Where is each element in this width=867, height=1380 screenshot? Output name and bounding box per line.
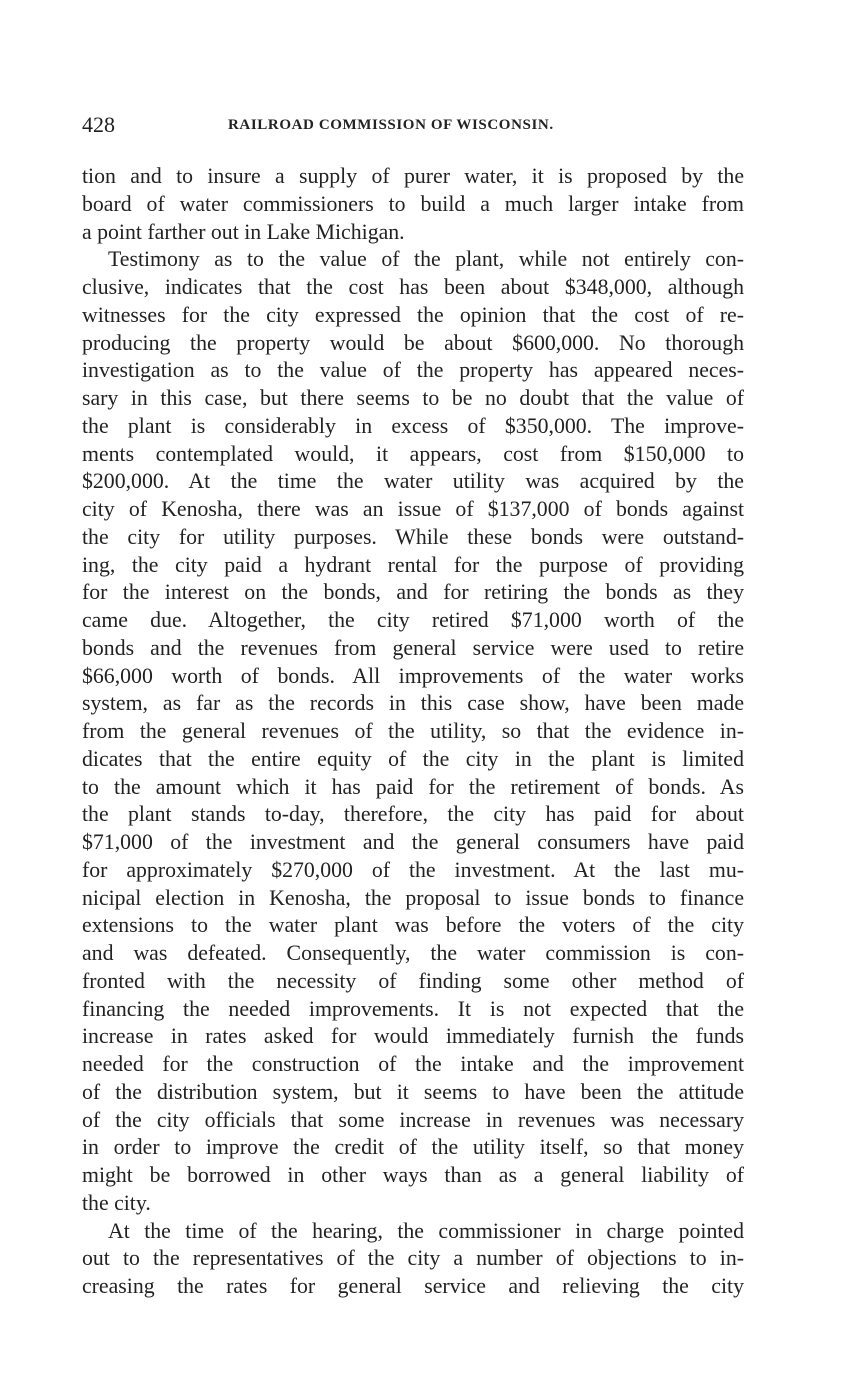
text-line: board of water commissioners to build a much larger intake from bbox=[82, 191, 744, 216]
text-line: of the distribution system, but it seems to have been the attitude bbox=[82, 1079, 744, 1104]
text-line: witnesses for the city expressed the opinion that the cost of re- bbox=[82, 302, 744, 327]
text-line: in order to improve the credit of the utility itself, so that money bbox=[82, 1135, 744, 1160]
text-line: fronted with the necessity of finding some other method of bbox=[82, 968, 744, 993]
text-line: needed for the construction of the intake and the improvement bbox=[82, 1052, 744, 1076]
text-line: At the time of the hearing, the commissioner in charge pointed bbox=[108, 1218, 744, 1243]
text-line: tion and to insure a supply of purer water, it is proposed by the bbox=[82, 164, 744, 188]
paragraph bbox=[82, 246, 744, 1217]
text-line: financing the needed improvements. It is not expected that the bbox=[82, 996, 744, 1021]
text-line: of the city officials that some increase in revenues was necessary bbox=[82, 1107, 744, 1132]
text-line: ing, the city paid a hydrant rental for the purpose of providing bbox=[82, 552, 744, 577]
text-line: $66,000 worth of bonds. All improvements of the water works bbox=[82, 663, 744, 688]
text-line: from the general revenues of the utility, so that the evidence in- bbox=[82, 719, 744, 743]
running-head: RAILROAD COMMISSION OF WISCONSIN. bbox=[228, 117, 554, 133]
text-line: clusive, indicates that the cost has been about $348,000, although bbox=[82, 275, 744, 299]
text-line: and was defeated. Consequently, the water commission is con- bbox=[82, 941, 744, 965]
text-line: for approximately $270,000 of the investment. At the last mu- bbox=[82, 857, 744, 882]
text-line: dicates that the entire equity of the city in the plant is limited bbox=[82, 746, 744, 771]
text-line: to the amount which it has paid for the retirement of bonds. As bbox=[82, 774, 744, 799]
text-line: city of Kenosha, there was an issue of $137,000 of bonds against bbox=[82, 497, 744, 521]
text-line: investigation as to the value of the property has appeared neces- bbox=[82, 358, 744, 383]
text-line: producing the property would be about $600,000. No thorough bbox=[82, 330, 744, 355]
text-line: Testimony as to the value of the plant, while not entirely con- bbox=[108, 247, 744, 272]
page-header bbox=[82, 112, 744, 142]
text-line: the plant is considerably in excess of $350,000. The improve- bbox=[82, 413, 744, 438]
text-line: increase in rates asked for would immediately furnish the funds bbox=[82, 1024, 744, 1049]
text-line: a point farther out in Lake Michigan. bbox=[82, 219, 405, 244]
paragraph bbox=[82, 1218, 744, 1301]
text-line: sary in this case, but there seems to be no doubt that the value of bbox=[82, 386, 744, 410]
text-line: nicipal election in Kenosha, the proposal to issue bonds to finance bbox=[82, 885, 744, 910]
text-line: out to the representatives of the city a number of objections to in- bbox=[82, 1246, 744, 1271]
text-line: the city for utility purposes. While these bonds were outstand- bbox=[82, 524, 744, 549]
text-line: $71,000 of the investment and the general consumers have paid bbox=[82, 830, 744, 854]
text-line: ments contemplated would, it appears, cost from $150,000 to bbox=[82, 441, 744, 466]
page-number: 428 bbox=[82, 112, 115, 137]
text-line: extensions to the water plant was before the voters of the city bbox=[82, 913, 744, 938]
text-line: system, as far as the records in this case show, have been made bbox=[82, 691, 744, 716]
paragraph bbox=[82, 163, 744, 246]
text-line: creasing the rates for general service and relieving the city bbox=[82, 1274, 744, 1298]
text-line: came due. Altogether, the city retired $71,000 worth of the bbox=[82, 608, 744, 632]
text-line: the city. bbox=[82, 1190, 151, 1215]
text-line: might be borrowed in other ways than as a general liability of bbox=[82, 1163, 744, 1187]
text-line: $200,000. At the time the water utility was acquired by the bbox=[82, 469, 744, 494]
body-text bbox=[82, 163, 744, 1301]
text-line: bonds and the revenues from general service were used to retire bbox=[82, 635, 744, 660]
text-line: the plant stands to-day, therefore, the city has paid for about bbox=[82, 802, 744, 827]
text-line: for the interest on the bonds, and for retiring the bonds as they bbox=[82, 580, 744, 605]
